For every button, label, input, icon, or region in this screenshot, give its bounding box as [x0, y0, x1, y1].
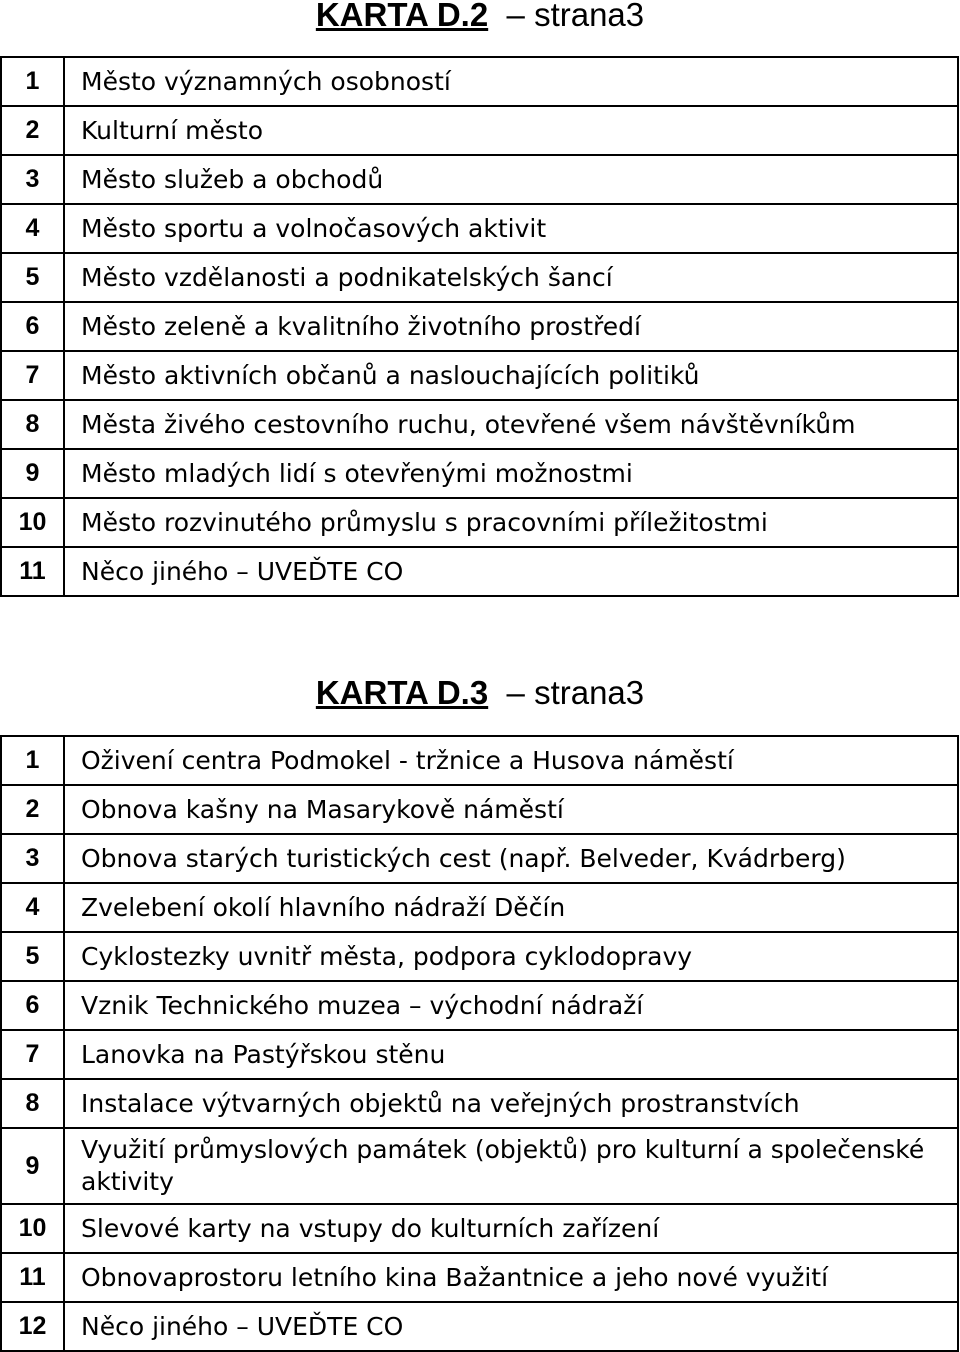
item-number: 5: [1, 253, 64, 302]
table-row: [1, 155, 958, 204]
table-row: [1, 57, 958, 106]
table-row: [1, 834, 958, 883]
table-row: [1, 785, 958, 834]
table-row: [1, 547, 958, 596]
item-number: 4: [1, 883, 64, 932]
item-text: Město sportu a volnočasových aktivit: [64, 204, 958, 253]
item-text: Město vzdělanosti a podnikatelských šancí: [64, 253, 958, 302]
item-text: Města živého cestovního ruchu, otevřené všem návštěvníkům: [64, 400, 958, 449]
table-row: [1, 1204, 958, 1253]
item-text: Město služeb a obchodů: [64, 155, 958, 204]
card-d3-separator: –: [506, 674, 525, 711]
table-row: [1, 981, 958, 1030]
item-text: Město aktivních občanů a naslouchajících politiků: [64, 351, 958, 400]
card-d2-separator: –: [506, 0, 525, 33]
table-row: [1, 449, 958, 498]
table-row: [1, 1128, 958, 1204]
card-d3-title: [0, 674, 960, 712]
card-d2-title: [0, 0, 960, 34]
item-number: 3: [1, 155, 64, 204]
item-number: 3: [1, 834, 64, 883]
item-number: 9: [1, 1128, 64, 1204]
item-text: Oživení centra Podmokel - tržnice a Husova náměstí: [64, 736, 958, 785]
table-row: [1, 1030, 958, 1079]
item-number: 2: [1, 785, 64, 834]
item-number: 8: [1, 1079, 64, 1128]
table-row: [1, 932, 958, 981]
table-row: [1, 498, 958, 547]
item-text: Instalace výtvarných objektů na veřejných prostranstvích: [64, 1079, 958, 1128]
item-text: Lanovka na Pastýřskou stěnu: [64, 1030, 958, 1079]
table-row: [1, 736, 958, 785]
item-number: 7: [1, 351, 64, 400]
card-d2-page: strana3: [534, 0, 645, 33]
item-text: Slevové karty na vstupy do kulturních zařízení: [64, 1204, 958, 1253]
item-text: Vznik Technického muzea – východní nádraží: [64, 981, 958, 1030]
item-number: 5: [1, 932, 64, 981]
table-row: [1, 351, 958, 400]
card-d2-table: [0, 56, 959, 597]
item-number: 7: [1, 1030, 64, 1079]
table-row: [1, 204, 958, 253]
card-d3-table: [0, 735, 959, 1352]
table-row: [1, 302, 958, 351]
table-row: [1, 106, 958, 155]
table-row: [1, 400, 958, 449]
item-text: Něco jiného – UVEĎTE CO: [64, 547, 958, 596]
item-text: Zvelebení okolí hlavního nádraží Děčín: [64, 883, 958, 932]
item-number: 12: [1, 1302, 64, 1351]
item-text: Něco jiného – UVEĎTE CO: [64, 1302, 958, 1351]
item-number: 11: [1, 1253, 64, 1302]
item-number: 8: [1, 400, 64, 449]
item-number: 9: [1, 449, 64, 498]
item-number: 2: [1, 106, 64, 155]
item-number: 11: [1, 547, 64, 596]
item-text: Využití průmyslových památek (objektů) pro kulturní a společenské aktivity: [64, 1128, 958, 1204]
item-text: Obnova kašny na Masarykově náměstí: [64, 785, 958, 834]
item-number: 1: [1, 736, 64, 785]
item-number: 6: [1, 981, 64, 1030]
item-number: 4: [1, 204, 64, 253]
item-text: Obnova starých turistických cest (např. Belveder, Kvádrberg): [64, 834, 958, 883]
table-row: [1, 253, 958, 302]
card-d3-label: KARTA D.3: [315, 674, 489, 711]
table-row: [1, 1079, 958, 1128]
item-text: Město mladých lidí s otevřenými možnostmi: [64, 449, 958, 498]
item-text: Město zeleně a kvalitního životního prostředí: [64, 302, 958, 351]
item-number: 10: [1, 498, 64, 547]
item-text: Kulturní město: [64, 106, 958, 155]
item-text: Obnovaprostoru letního kina Bažantnice a jeho nové využití: [64, 1253, 958, 1302]
table-row: [1, 1302, 958, 1351]
item-text: Cyklostezky uvnitř města, podpora cyklodopravy: [64, 932, 958, 981]
card-d2-label: KARTA D.2: [315, 0, 489, 33]
item-number: 10: [1, 1204, 64, 1253]
item-number: 1: [1, 57, 64, 106]
table-row: [1, 883, 958, 932]
table-row: [1, 1253, 958, 1302]
item-text: Město rozvinutého průmyslu s pracovními příležitostmi: [64, 498, 958, 547]
item-number: 6: [1, 302, 64, 351]
card-d3-page: strana3: [534, 674, 645, 711]
item-text: Město významných osobností: [64, 57, 958, 106]
